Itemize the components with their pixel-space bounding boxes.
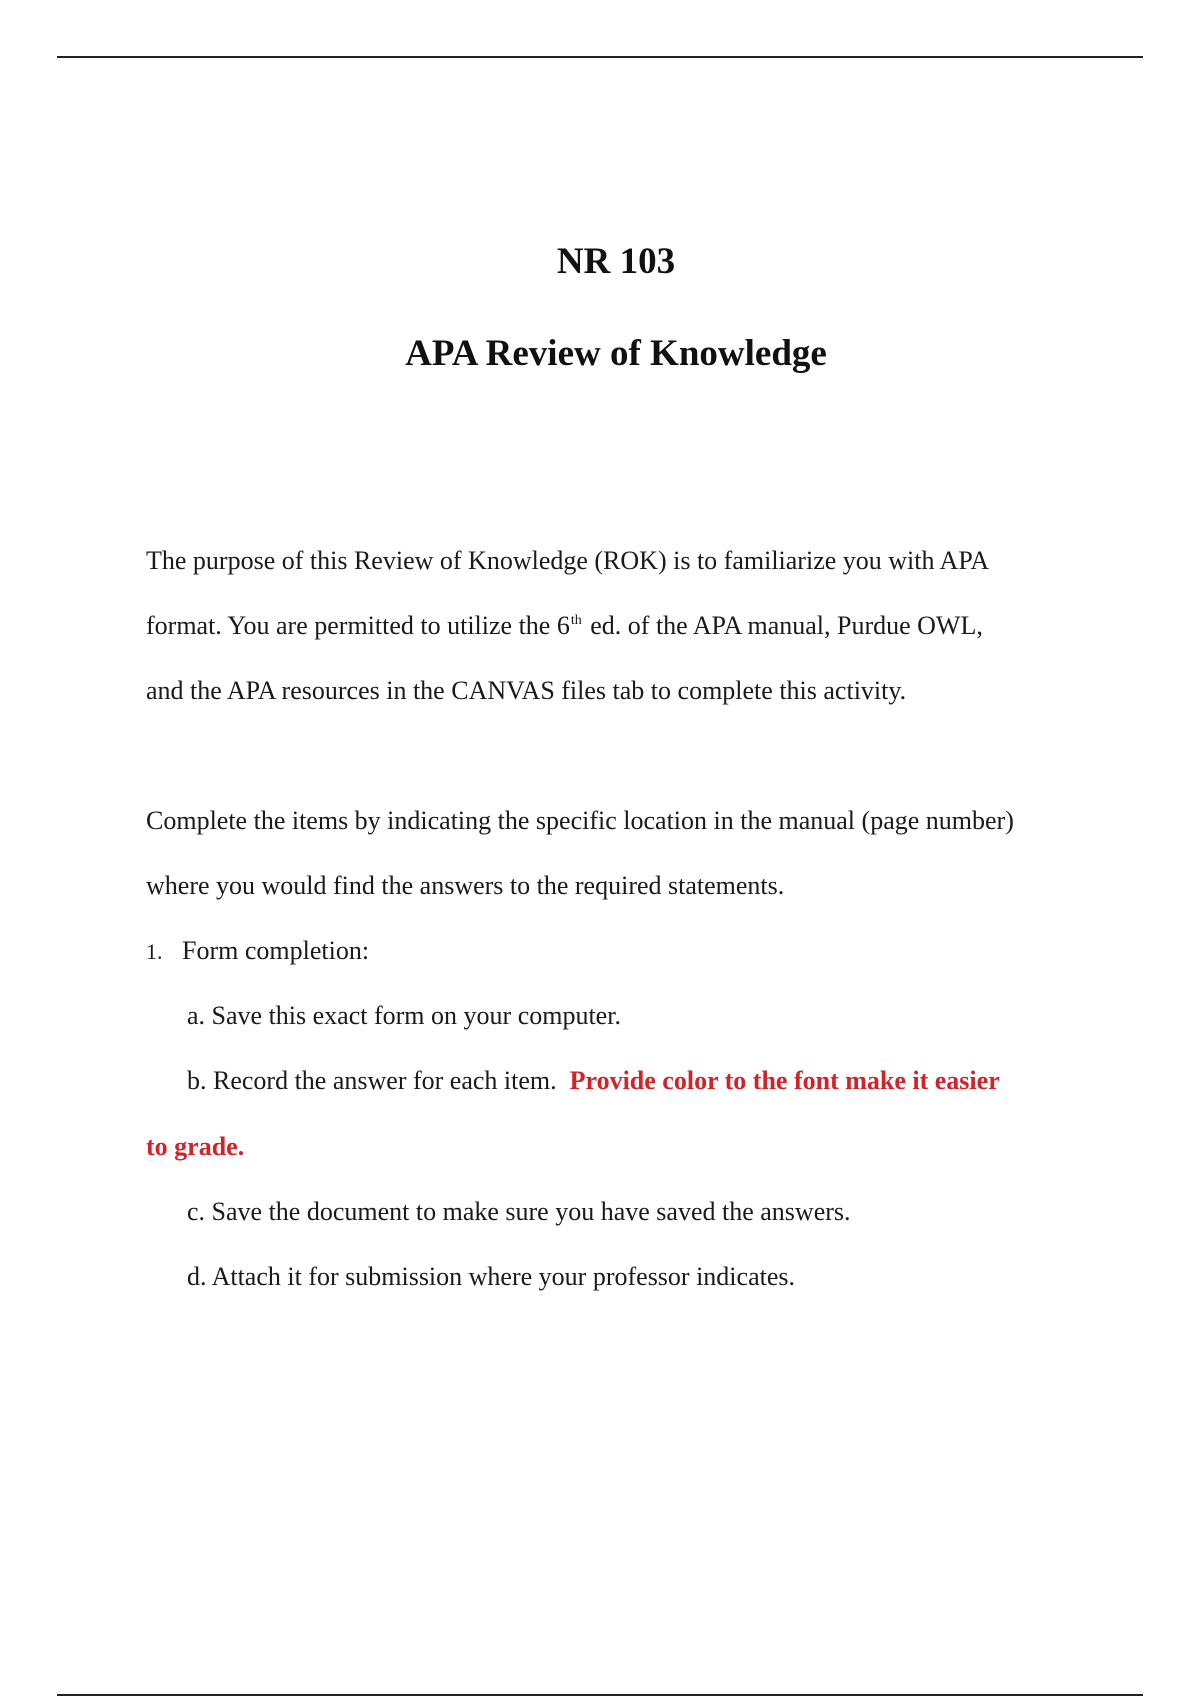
intro-line-2	[146, 593, 1106, 658]
sub-item-c: c. Save the document to make sure you have saved the answers.	[187, 1197, 851, 1226]
course-title: NR 103	[556, 241, 676, 282]
list-number: 1.	[146, 939, 163, 964]
intro-line-3: and the APA resources in the CANVAS files tab to complete this activity.	[146, 676, 907, 705]
sub-item-b-continuation	[146, 1114, 244, 1179]
sub-item-d: d. Attach it for submission where your professor indicates.	[187, 1262, 795, 1291]
sub-item-a: a. Save this exact form on your computer.	[187, 1001, 621, 1030]
intro-line-1: The purpose of this Review of Knowledge (ROK) is to familiarize you with APA	[146, 546, 990, 575]
emphasis-text: Provide color to the font make it easier	[569, 1066, 1000, 1095]
emphasis-text-continued: to grade.	[146, 1132, 245, 1161]
intro-line-2-start: format. You are permitted to utilize the 6	[146, 611, 570, 640]
intro-line-2-end: ed. of the APA manual, Purdue OWL,	[583, 611, 983, 640]
list-item-form-completion	[146, 918, 369, 984]
instructions-line-1: Complete the items by indicating the specific location in the manual (page number)	[146, 806, 1014, 835]
sub-item-b	[187, 1048, 1000, 1113]
instructions-line-2: where you would find the answers to the required statements.	[146, 871, 785, 900]
top-rule	[57, 56, 1143, 58]
bottom-rule	[57, 1694, 1143, 1696]
instructions-paragraph	[146, 788, 1106, 918]
document-subtitle: APA Review of Knowledge	[405, 333, 827, 374]
intro-paragraph	[146, 528, 1106, 723]
edition-superscript: th	[570, 612, 582, 628]
sub-item-b-text: b. Record the answer for each item.	[187, 1066, 557, 1095]
list-item-label: Form completion:	[182, 936, 370, 965]
